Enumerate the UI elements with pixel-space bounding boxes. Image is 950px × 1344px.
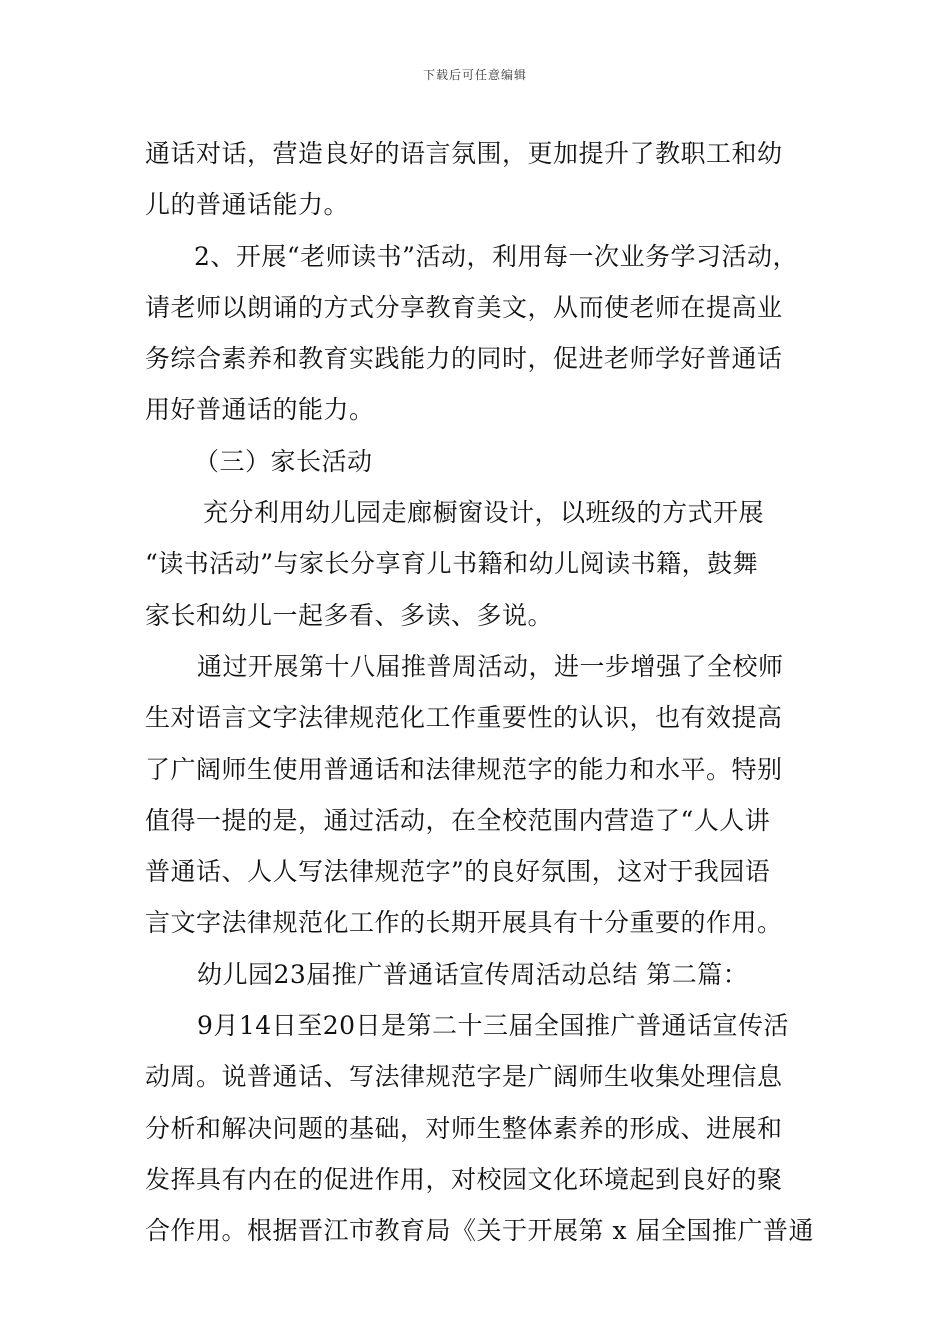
text-line: 9月14日至20日是第二十三届全国推广普通话宣传活 xyxy=(197,1011,790,1041)
page-header-note: 下载后可任意编辑 xyxy=(422,68,527,82)
text-line: 务综合素养和教育实践能力的同时，促进老师学好普通话 xyxy=(145,344,783,374)
text-line: 值得一提的是，通过活动，在全校范围内营造了“人人讲 xyxy=(145,805,771,835)
text-line: 发挥具有内在的促进作用，对校园文化环境起到良好的聚 xyxy=(145,1164,783,1194)
text-line: 通过开展第十八届推普周活动，进一步增强了全校师 xyxy=(197,651,784,681)
text-line: 合作用。根据晋江市教育局《关于开展第 x 届全国推广普通 xyxy=(145,1216,814,1246)
text-line: “读书活动”与家长分享育儿书籍和幼儿阅读书籍，鼓舞 xyxy=(145,549,759,579)
text-line: 家长和幼儿一起多看、多读、多说。 xyxy=(145,600,554,630)
text-line: 言文字法律规范化工作的长期开展具有十分重要的作用。 xyxy=(145,908,783,938)
text-line: 充分利用幼儿园走廊橱窗设计，以班级的方式开展 xyxy=(203,498,765,528)
document-body xyxy=(145,128,825,1257)
text-line: 生对语言文字法律规范化工作重要性的认识，也有效提高 xyxy=(145,703,783,733)
text-line: 请老师以朗诵的方式分享教育美文，从而使老师在提高业 xyxy=(145,292,783,322)
text-line: 普通话、人人写法律规范字”的良好氛围，这对于我园语 xyxy=(145,857,771,887)
article-subtitle: 幼儿园23届推广普通话宣传周活动总结 第二篇： xyxy=(197,959,749,989)
text-line: 分析和解决问题的基础，对师生整体素养的形成、进展和 xyxy=(145,1113,783,1143)
text-line: 动周。说普通话、写法律规范字是广阔师生收集处理信息 xyxy=(145,1062,783,1092)
text-line: 2、开展“老师读书”活动，利用每一次业务学习活动， xyxy=(194,241,798,271)
text-line: 通话对话，营造良好的语言氛围，更加提升了教职工和幼 xyxy=(145,139,783,168)
text-line: 儿的普通话能力。 xyxy=(145,190,350,220)
section-heading: （三）家长活动 xyxy=(194,446,373,476)
text-line: 用好普通话的能力。 xyxy=(145,395,375,425)
text-line: 了广阔师生使用普通话和法律规范字的能力和水平。特别 xyxy=(145,754,783,784)
